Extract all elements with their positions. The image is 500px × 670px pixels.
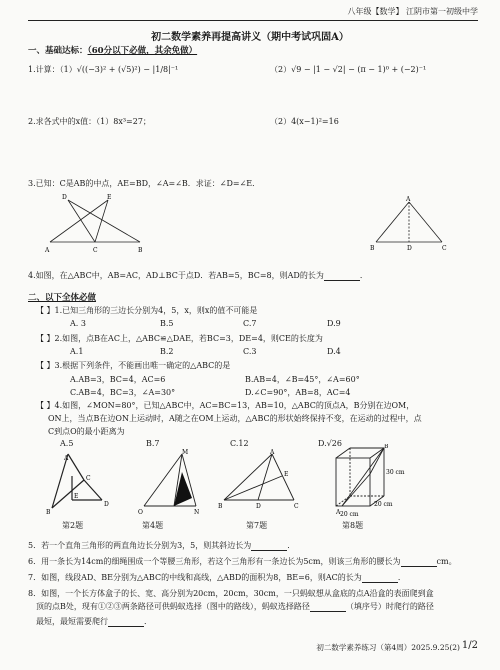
s2-q6 (28, 556, 457, 567)
fig-q2 (44, 450, 114, 516)
q4-label-C: C (442, 245, 447, 252)
answer-blank[interactable] (251, 542, 287, 551)
q4-label-D: D (407, 245, 412, 252)
q3-figure (40, 190, 150, 256)
s2-q7: 7．如图，线段AD、BE分别为△ABC的中线和高线，△ABD的面积为8，BE=6，则AC的长为 ． (28, 573, 406, 582)
s1-q1-expr1: √((−3)² + (√5)²) − |1/8|⁻¹ (76, 65, 179, 74)
s1-q3: 3.已知：C是AB的中点，AE=BD，∠A=∠B．求证：∠D=∠E． (28, 179, 261, 188)
s1-q1 (28, 64, 178, 75)
s1-q2-part2: （2）4(x−1)²=16 (270, 117, 339, 126)
s2-q6-unit: cm。 (436, 557, 457, 566)
s2-q3-opt-b: B.AB=4，∠B=45°，∠A=60° (245, 375, 360, 384)
s2-q1: 【 】1.已知三角形的三边长分别为4，5，x，则x的值不可能是 (36, 306, 258, 315)
s2-q5: 5．若一个直角三角形的两直角边长分别为3，5，则其斜边长为 ． (28, 541, 296, 550)
s2-q1-opt-a: A. 3 (70, 319, 86, 328)
school-header: 八年级【数学】 江阴市第一初级中学 (347, 7, 478, 16)
answer-blank[interactable] (362, 574, 398, 583)
s1-q4: 4.如图，在△ABC中，AB=AC，AD⊥BC于点D．若AB=5，BC=8，则AD的长为 ． (28, 271, 368, 280)
section1-heading: 一、基础达标： (28, 46, 88, 56)
s2-q2-opt-b: B.2 (160, 347, 174, 356)
s2-q1-opt-c: C.7 (243, 319, 257, 328)
q3-label-E: E (107, 194, 112, 201)
answer-blank[interactable] (108, 618, 144, 627)
s1-q2: 2.求各式中的x值：（1）8x³=27； (28, 117, 151, 126)
fig2-label-C: C (86, 475, 91, 482)
answer-blank[interactable] (401, 558, 437, 567)
s1-q1-part2 (270, 64, 426, 75)
s2-q2-opt-c: C.3 (243, 347, 257, 356)
fig2-label-D: D (104, 501, 109, 508)
s2-q2: 【 】2.如图，点B在AC上，△ABC≌△DAE，若BC=3，DE=4，则CE的长度为 (36, 334, 323, 343)
header-rule (28, 20, 478, 21)
fig-caption-q8: 第8题 (342, 521, 364, 530)
fig-q7 (218, 448, 302, 518)
s2-q4-opt-b: B.7 (146, 439, 160, 448)
fig8-label-A: A (336, 509, 341, 516)
s2-q4-opt-d: D.√26 (318, 439, 342, 448)
fig-q8 (328, 444, 408, 518)
s2-q4-line2: ON上，当点B在边ON上运动时，A随之在OM上运动，△ABC的形状始终保持不变，在运动的过程中，点 (48, 414, 422, 423)
fig7-label-B: B (218, 503, 223, 510)
s2-q8-line4: 最短，最短需要爬行 ． (36, 617, 152, 626)
s1-q1-part2-label: （2） (270, 65, 292, 74)
answer-blank[interactable] (324, 272, 360, 281)
fig8-height: 30 cm (386, 469, 405, 476)
s2-q3-opt-a: A.AB=3，BC=4，AC=6 (70, 375, 166, 384)
fig7-label-D: D (256, 503, 261, 510)
fig8-label-B: B (384, 444, 389, 450)
s2-q4-opt-a: A.5 (60, 439, 74, 448)
footer-text: 初二数学素养练习（第4周）2025.9.25(2) (316, 643, 460, 652)
page-title: 初二数学素养再提高讲义（期中考试巩固A） (151, 32, 349, 43)
s2-q5-text: 5．若一个直角三角形的两直角边长分别为3，5，则其斜边长为 (28, 541, 252, 550)
s2-q8-line1: 8．如图，一个长方体盒子的长、宽、高分别为20cm，20cm，30cm，一只蚂蚁想从盒底的点A沿盒的表面爬到盒 (28, 589, 434, 598)
s2-q8-line3-text: （填序号）时爬行的路径 (345, 602, 434, 611)
section2-heading: 二、以下全体必做 (28, 293, 97, 303)
fig4-label-N: N (194, 509, 200, 516)
s2-q6-text: 6．用一条长为14cm的细绳围成一个等腰三角形，若这个三角形有一条边长为5cm，则该三角形的腰长为 (28, 557, 401, 566)
fig4-label-M: M (182, 449, 189, 456)
s2-q4-opt-c: C.12 (230, 439, 249, 448)
fig2-label-A: A (64, 455, 69, 462)
s2-q3-opt-c: C.AB=4，BC=3，∠A=30° (70, 388, 176, 397)
fig7-label-E: E (284, 471, 289, 478)
s2-q1-opt-b: B.5 (160, 319, 174, 328)
page-number: 1/2 (461, 640, 478, 651)
s1-q1-expr2: √9 − |1 − √2| − (π − 1)⁰ + (−2)⁻¹ (291, 65, 427, 74)
q3-label-C: C (93, 247, 98, 254)
q3-label-A: A (45, 247, 50, 254)
fig-q4 (138, 448, 204, 518)
fig2-label-B: B (46, 509, 51, 516)
s2-q4-line1: 【 】4.如图，∠MON=80°，已知△ABC中，AC=BC=13，AB=10，△ABC的顶点A，B分别在边OM， (36, 401, 415, 410)
q4-label-A: A (406, 196, 411, 203)
s2-q3: 【 】3.根据下列条件，不能画出唯一确定的△ABC的是 (36, 361, 231, 370)
s2-q8-line2-text: 顶的点B处，现有①②③两条路径可供蚂蚁选择（图中的路线），蚂蚁选择路径 (36, 602, 310, 611)
s2-q8-line4-text: 最短，最短需要爬行 (36, 617, 108, 626)
q3-label-D: D (62, 194, 67, 201)
fig-caption-q7: 第7题 (246, 521, 268, 530)
fig7-label-A: A (270, 449, 275, 456)
s2-q7-text: 7．如图，线段AD、BE分别为△ABC的中线和高线，△ABD的面积为8，BE=6，则AC的长为 (28, 573, 362, 582)
q4-label-B: B (370, 245, 375, 252)
fig4-label-O: O (138, 509, 143, 516)
fig-caption-q2: 第2题 (62, 521, 84, 530)
s2-q4-line3: C到点O的最小距离为 (48, 427, 125, 436)
s2-q3-opt-d: D.∠C=90°，AB=8，AC=4 (245, 388, 351, 397)
fig8-width: 20 cm (374, 501, 393, 508)
s2-q2-opt-d: D.4 (327, 347, 341, 356)
s1-q1-label: 1.计算：（1） (28, 65, 77, 74)
q4-figure (370, 196, 450, 252)
s1-q4-text: 4.如图，在△ABC中，AB=AC，AD⊥BC于点D．若AB=5，BC=8，则AD的长为 (28, 271, 324, 280)
q3-label-B: B (138, 247, 143, 254)
fig2-label-E: E (74, 493, 79, 500)
fig7-label-C: C (294, 503, 299, 510)
s2-q1-opt-d: D.9 (327, 319, 341, 328)
answer-blank[interactable] (310, 603, 346, 612)
fig-caption-q4: 第4题 (142, 521, 164, 530)
section1-note: （60分以下必做，其余免做） (87, 46, 198, 56)
section1-heading-row (28, 44, 197, 56)
s2-q2-opt-a: A.1 (70, 347, 84, 356)
s2-q8-line2 (36, 601, 434, 612)
fig8-length: 20 cm (340, 511, 359, 518)
